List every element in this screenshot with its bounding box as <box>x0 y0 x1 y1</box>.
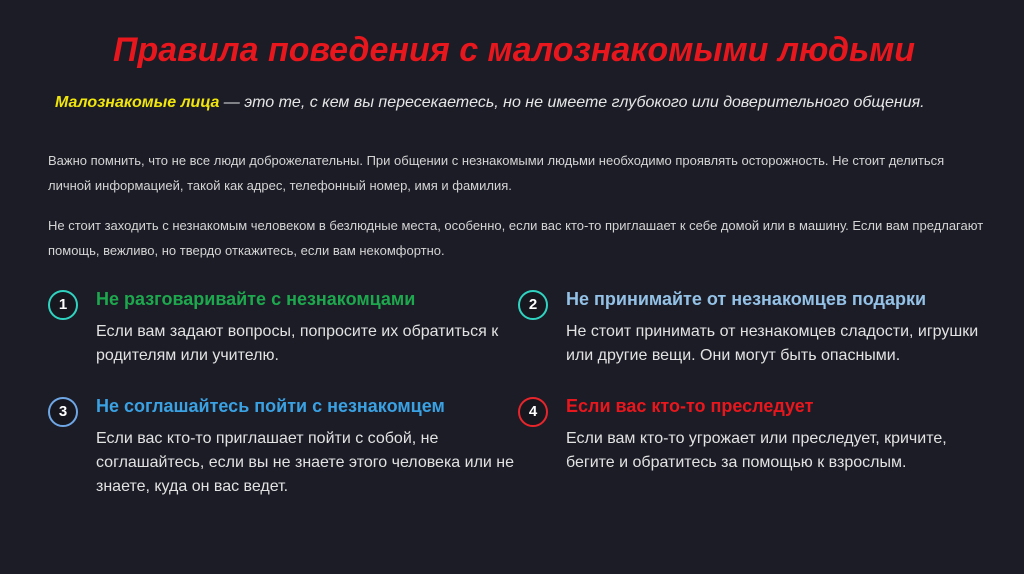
rule-item-1 <box>48 284 499 389</box>
slide-title: Правила поведения с малознакомыми людьми <box>113 31 916 69</box>
rule-item-3 <box>48 391 515 496</box>
rule-text: Не стоит принимать от незнакомцев сладости, игрушки или другие вещи. Они могут быть опасными. <box>566 323 979 364</box>
rule-number-badge: 1 <box>48 290 78 320</box>
rule-number-badge: 4 <box>518 397 548 427</box>
rule-title: Не принимайте от незнакомцев подарки <box>566 289 927 309</box>
rule-title: Если вас кто-то преследует <box>566 396 814 416</box>
rule-title: Не соглашайтесь пойти с незнакомцем <box>96 396 445 416</box>
rule-text: Если вам задают вопросы, попросите их обратиться к родителям или учителю. <box>96 323 499 364</box>
rule-number-badge: 3 <box>48 397 78 427</box>
paragraph-places: Не стоит заходить с незнакомым человеком в безлюдные места, особенно, если вас кто-то приглашает к себе домой или в машину. Если вам предлагают помощь, вежливо, но твердо откажитесь, если вам некомфортно. <box>48 218 984 258</box>
definition <box>55 92 955 113</box>
rule-text: Если вам кто-то угрожает или преследует, кричите, бегите и обратитесь за помощью к взрослым. <box>566 430 947 471</box>
rule-item-4 <box>518 391 958 496</box>
rule-number-badge: 2 <box>518 290 548 320</box>
definition-text: — это те, с кем вы пересекаетесь, но не имеете глубокого или доверительного общения. <box>219 94 925 111</box>
rule-text: Если вас кто-то приглашает пойти с собой, не соглашайтесь, если вы не знаете этого человека или не знаете, куда он вас ведет. <box>96 430 515 495</box>
rule-item-2 <box>518 284 979 389</box>
paragraph-caution: Важно помнить, что не все люди доброжелательны. При общении с незнакомыми людьми необходимо проявлять осторожность. Не стоит делиться личной информацией, такой как адрес, телефонный номер, имя и фамилия. <box>48 153 945 193</box>
definition-term: Малознакомые лица <box>55 94 220 111</box>
rule-title: Не разговаривайте с незнакомцами <box>96 289 416 309</box>
